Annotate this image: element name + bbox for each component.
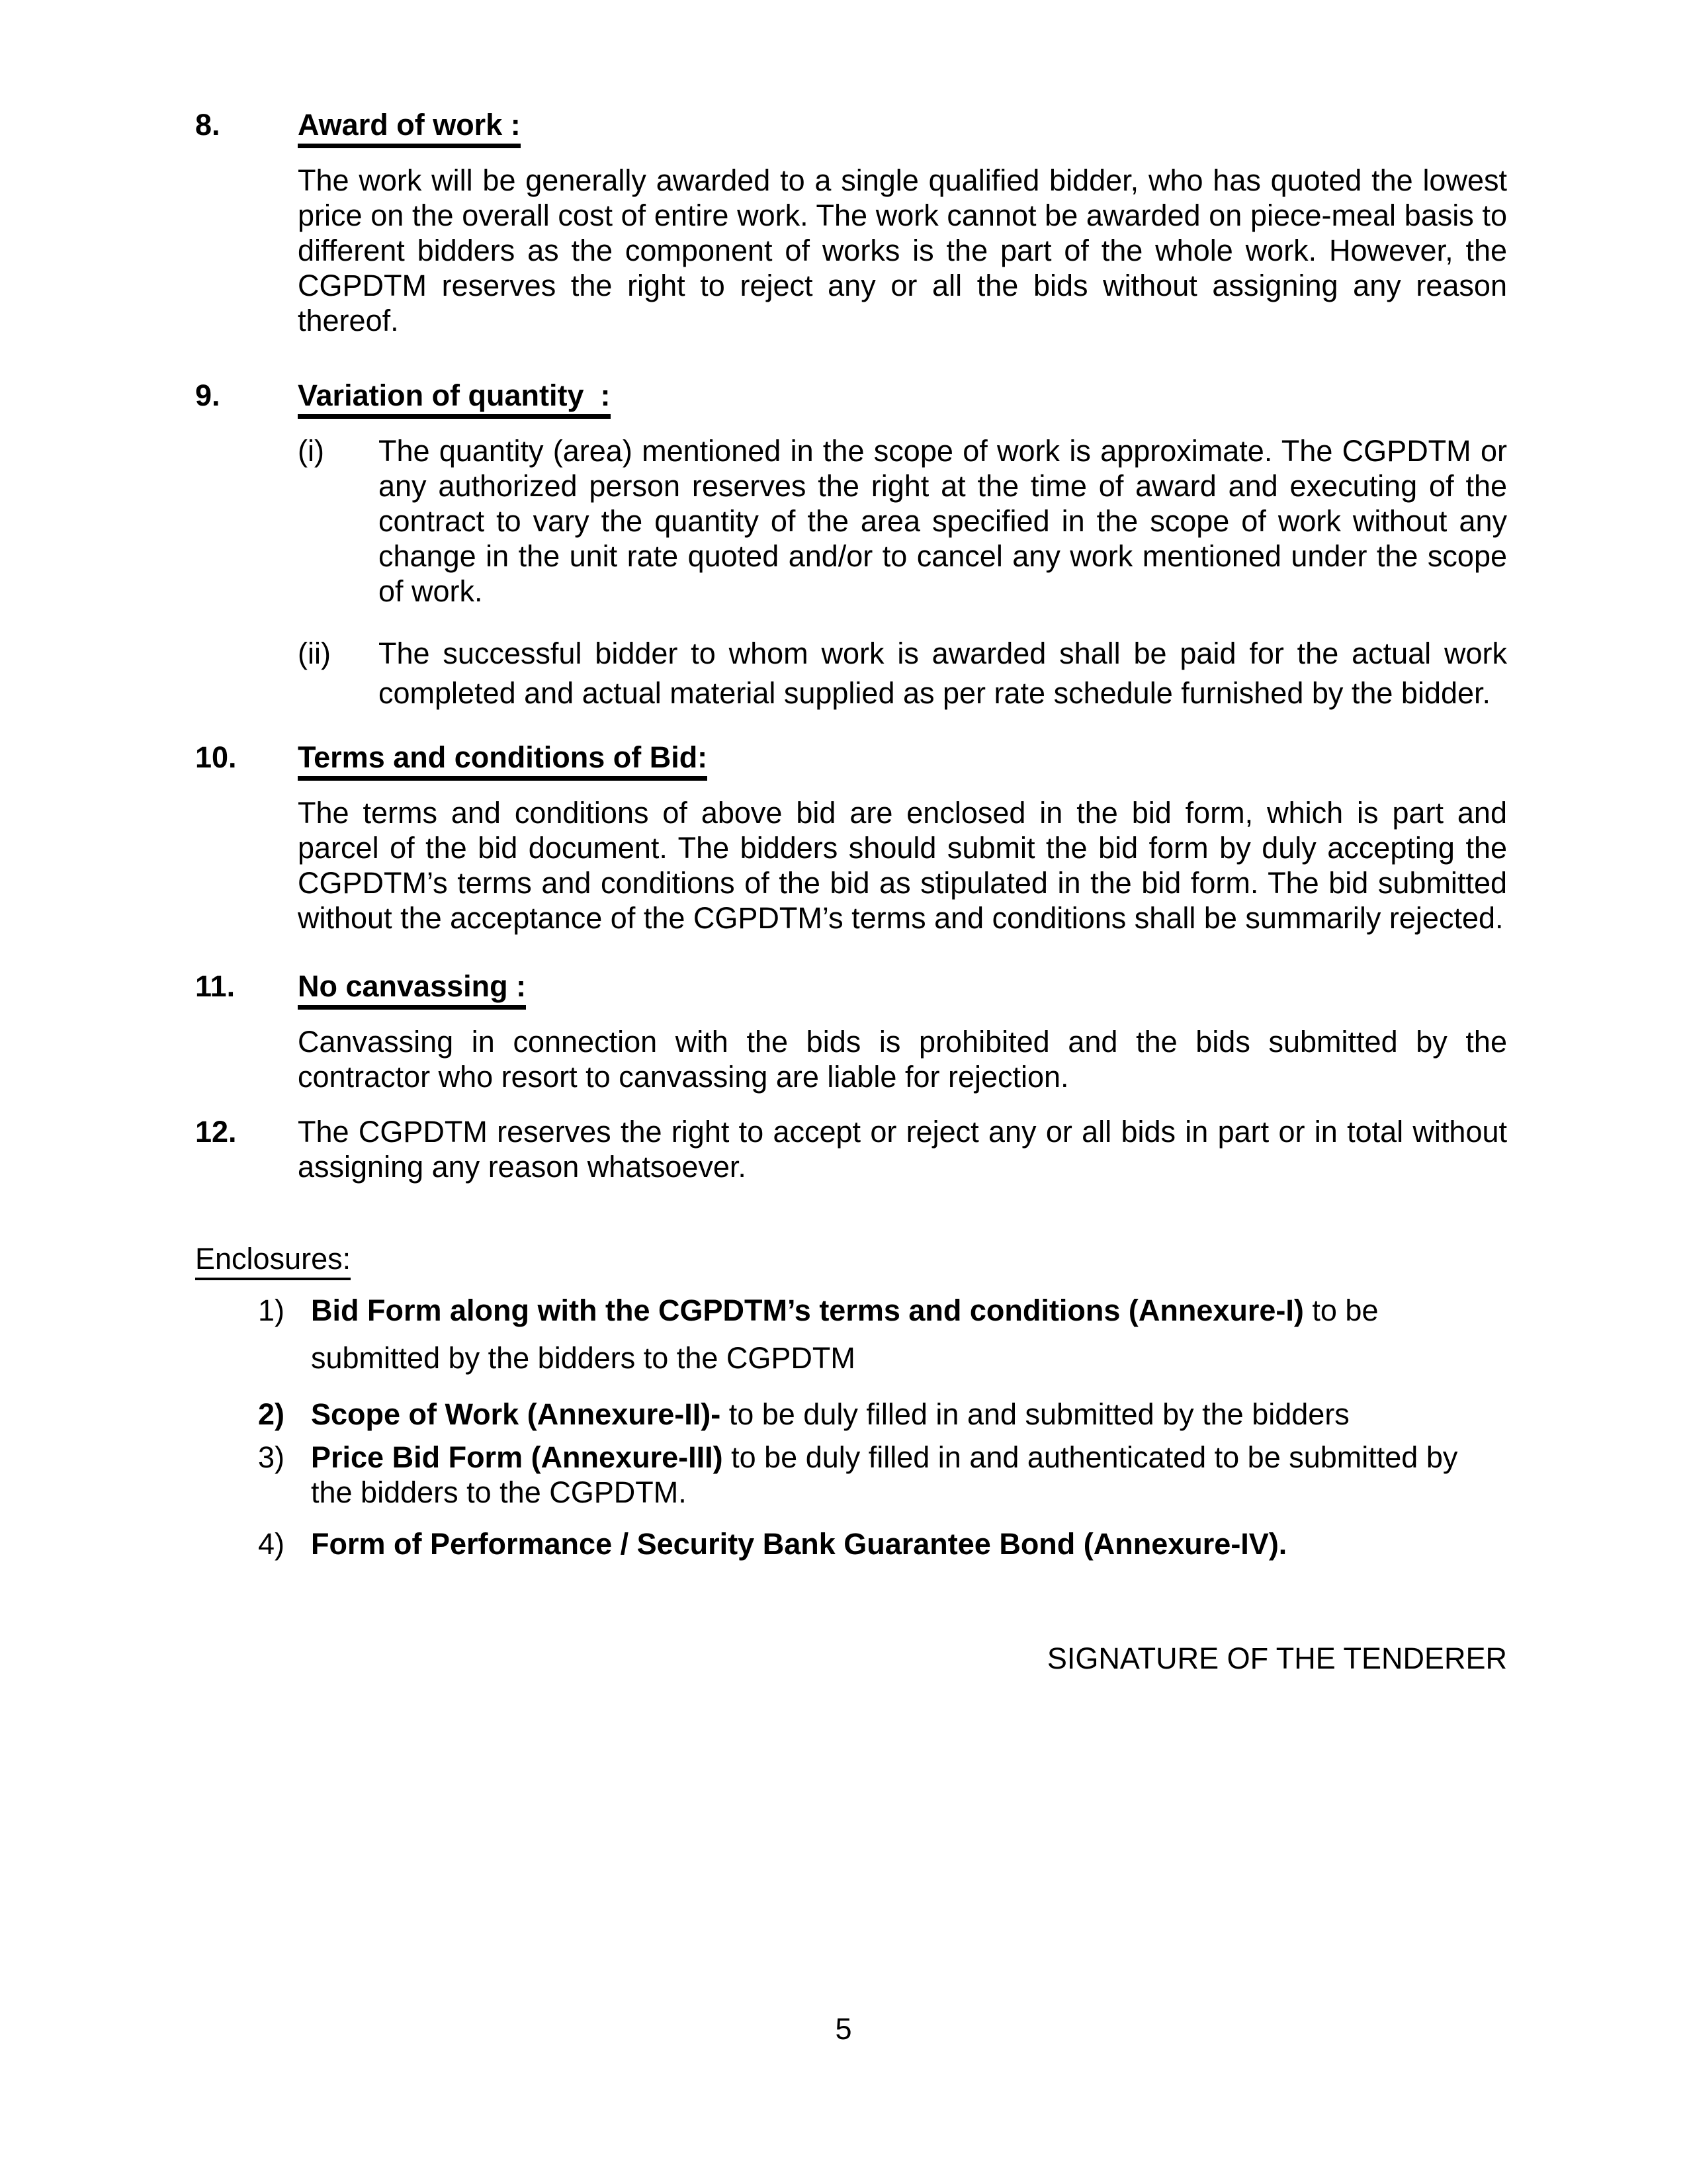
- section-9: [195, 378, 1507, 713]
- section-8-content: [298, 107, 1507, 338]
- list-marker: (i): [298, 434, 324, 468]
- enclosure-marker: 2): [258, 1397, 285, 1431]
- enclosure-item-2: [258, 1397, 1507, 1432]
- page-number: 5: [835, 2012, 852, 2046]
- enclosure-bold-text: Scope of Work (Annexure-II)-: [311, 1397, 721, 1431]
- list-item-i: [298, 433, 1507, 609]
- enclosure-marker: 4): [258, 1527, 285, 1561]
- enclosure-rest-text: to be submitted by the bidders to the CGPDTM: [311, 1293, 1379, 1375]
- signature-line: SIGNATURE OF THE TENDERER: [1047, 1641, 1507, 1675]
- section-11-heading-text: No canvassing :: [298, 969, 526, 1010]
- enclosure-item-1: [258, 1287, 1507, 1382]
- section-9-heading-text: Variation of quantity :: [298, 378, 611, 419]
- section-11: [195, 969, 1507, 1094]
- section-10-number: 10.: [195, 740, 237, 774]
- enclosure-marker: 1): [258, 1293, 285, 1327]
- section-9-heading: [298, 378, 1507, 419]
- section-8-number: 8.: [195, 108, 220, 142]
- list-item-text: The successful bidder to whom work is awarded shall be paid for the actual work completed and actual material supplied as per rate schedule furnished by the bidder.: [378, 636, 1507, 710]
- enclosure-text: [311, 1397, 1507, 1432]
- section-8-heading-text: Award of work :: [298, 107, 521, 148]
- enclosures: [195, 1241, 1507, 1561]
- section-8-paragraph: The work will be generally awarded to a single qualified bidder, who has quoted the lowest price on the overall cost of entire work. The work cannot be awarded on piece-meal basis to different bidders as the component of works is the part of the whole work. However, the CGPDTM reserves the right to reject any or all the bids without assigning any reason thereof.: [298, 163, 1507, 337]
- enclosures-heading: [195, 1241, 1507, 1280]
- enclosure-item-3: [258, 1440, 1507, 1510]
- section-12-paragraph: The CGPDTM reserves the right to accept or reject any or all bids in part or in total without assigning any reason whatsoever.: [298, 1115, 1507, 1184]
- section-8-heading: [298, 107, 1507, 148]
- section-11-heading: [298, 969, 1507, 1010]
- enclosure-item-4: [258, 1526, 1507, 1561]
- list-item-ii: [298, 634, 1507, 713]
- list-item-text: The quantity (area) mentioned in the scope of work is approximate. The CGPDTM or any authorized person reserves the right at the time of award and executing of the contract to vary the quantity of the area specified in the scope of work without any change in the unit rate quoted and/or to cancel any work mentioned under the scope of work.: [378, 434, 1507, 608]
- enclosure-bold-text: Form of Performance / Security Bank Guarantee Bond (Annexure-IV).: [311, 1527, 1287, 1561]
- section-12-content: [298, 1114, 1507, 1184]
- enclosures-heading-text: Enclosures:: [195, 1241, 351, 1280]
- section-8: [195, 107, 1507, 338]
- enclosure-bold-text: Price Bid Form (Annexure-III): [311, 1440, 723, 1474]
- list-marker: (ii): [298, 636, 331, 670]
- enclosure-rest-text: to be duly filled in and submitted by the bidders: [720, 1397, 1350, 1431]
- section-11-number: 11.: [195, 969, 236, 1003]
- section-12: [195, 1114, 1507, 1184]
- section-10-heading-text: Terms and conditions of Bid:: [298, 740, 707, 781]
- enclosure-bold-text: Bid Form along with the CGPDTM’s terms and conditions (Annexure-I): [311, 1293, 1304, 1327]
- enclosure-rest-text: to be duly filled in and authenticated to be submitted by the bidders to the CGPDTM.: [311, 1440, 1458, 1509]
- enclosure-marker: 3): [258, 1440, 285, 1474]
- section-10-content: [298, 740, 1507, 936]
- enclosure-text: [311, 1440, 1507, 1510]
- section-10: [195, 740, 1507, 936]
- section-11-content: [298, 969, 1507, 1094]
- enclosure-text: [311, 1287, 1507, 1382]
- enclosure-text: [311, 1526, 1507, 1561]
- section-9-number: 9.: [195, 378, 220, 412]
- section-10-paragraph: The terms and conditions of above bid are enclosed in the bid form, which is part and parcel of the bid document. The bidders should submit the bid form by duly accepting the CGPDTM’s terms and conditions of the bid as stipulated in the bid form. The bid submitted without the acceptance of the CGPDTM’s terms and conditions shall be summarily rejected.: [298, 796, 1507, 935]
- section-12-number: 12.: [195, 1115, 237, 1149]
- section-9-content: [298, 378, 1507, 713]
- section-10-heading: [298, 740, 1507, 781]
- section-11-paragraph: Canvassing in connection with the bids is prohibited and the bids submitted by the contractor who resort to canvassing are liable for rejection.: [298, 1025, 1507, 1094]
